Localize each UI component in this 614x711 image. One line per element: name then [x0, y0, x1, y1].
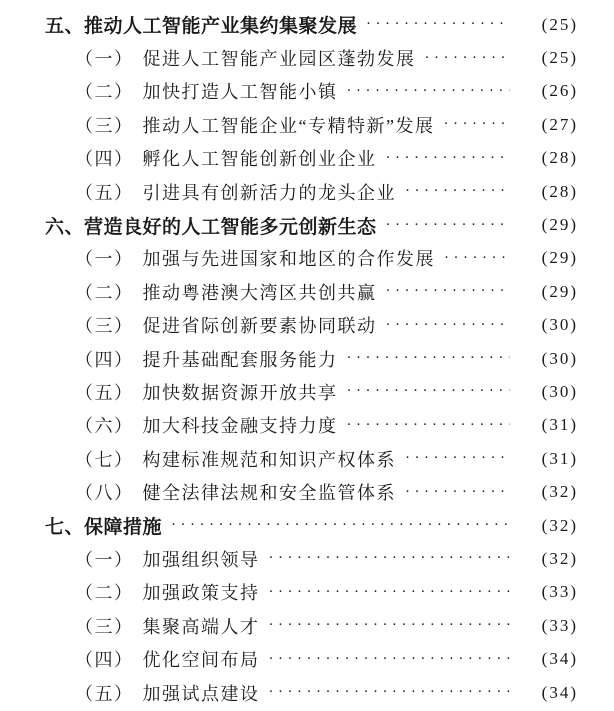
toc-entry-number: （一） — [75, 549, 134, 570]
toc-entry-number: （六） — [75, 416, 134, 437]
toc-row[interactable] — [45, 342, 578, 375]
toc-page-number: (34) — [541, 649, 578, 669]
toc-row[interactable] — [45, 309, 578, 342]
toc-entry-title: 优化空间布局 — [142, 650, 260, 671]
toc-row[interactable] — [45, 576, 578, 609]
toc-entry-title: 健全法律法规和安全监管体系 — [142, 483, 396, 504]
toc-row[interactable] — [45, 375, 578, 408]
toc-row[interactable] — [45, 642, 578, 675]
toc-row[interactable] — [45, 676, 578, 709]
dot-leader — [347, 351, 511, 366]
toc-entry-title: 引进具有创新活力的龙头企业 — [142, 182, 396, 203]
toc-entry-title: 加强与先进国家和地区的合作发展 — [142, 249, 435, 270]
toc-entry-number: （八） — [75, 483, 134, 504]
toc-page-number: (25) — [541, 14, 578, 34]
toc-page-number: (32) — [541, 515, 578, 535]
toc-entry-title: 加强政策支持 — [142, 583, 260, 604]
toc-entry-number: （四） — [75, 349, 134, 370]
toc-page-number: (31) — [541, 448, 578, 468]
toc-entry-number: （一） — [75, 49, 134, 70]
toc-row[interactable] — [45, 108, 578, 141]
toc-entry-title: 加强组织领导 — [142, 549, 260, 570]
toc-page-number: (26) — [541, 81, 578, 101]
dot-leader — [444, 251, 510, 266]
toc-row[interactable] — [45, 609, 578, 642]
toc-row[interactable] — [45, 41, 578, 74]
toc-entry-number: （五） — [75, 683, 134, 704]
toc-entry-title: 孵化人工智能创新创业企业 — [142, 149, 377, 170]
toc-entry-number: （二） — [75, 583, 134, 604]
dot-leader — [347, 418, 511, 433]
toc-entry-title: 推动人工智能企业“专精特新”发展 — [142, 115, 435, 136]
dot-leader — [405, 485, 510, 500]
toc-page-number: (29) — [541, 248, 578, 268]
toc-page-number: (30) — [541, 315, 578, 335]
toc-row[interactable] — [45, 509, 578, 542]
toc-entry-number: （五） — [75, 182, 134, 203]
dot-leader — [269, 618, 511, 633]
dot-leader — [366, 17, 510, 32]
toc-entry-number: （二） — [75, 82, 134, 103]
toc-entry-number: （二） — [75, 282, 134, 303]
toc-entry-title: 提升基础配套服务能力 — [142, 349, 338, 370]
dot-leader — [347, 84, 511, 99]
toc-row[interactable] — [45, 8, 578, 41]
dot-leader — [425, 51, 511, 66]
toc-page-number: (29) — [541, 281, 578, 301]
toc-entry-number: （一） — [75, 249, 134, 270]
toc-entry-number: （七） — [75, 449, 134, 470]
toc-entry-number: （四） — [75, 149, 134, 170]
toc-page-number: (25) — [541, 48, 578, 68]
toc-entry-number: 六、 — [45, 216, 85, 238]
dot-leader — [269, 551, 511, 566]
toc-row[interactable] — [45, 542, 578, 575]
dot-leader — [269, 585, 511, 600]
toc-entry-title: 加大科技金融支持力度 — [142, 416, 338, 437]
dot-leader — [269, 652, 511, 667]
toc-entry-number: 五、 — [45, 16, 85, 38]
toc-entry-title: 推动粤港澳大湾区共创共赢 — [142, 282, 377, 303]
toc-page-number: (34) — [541, 682, 578, 702]
toc-entry-title: 加强试点建设 — [142, 683, 260, 704]
toc-row[interactable] — [45, 475, 578, 508]
toc-page-number: (28) — [541, 181, 578, 201]
toc-entry-title: 促进人工智能产业园区蓬勃发展 — [142, 49, 416, 70]
toc-page-number: (32) — [541, 548, 578, 568]
toc-entry-title: 推动人工智能产业集约集聚发展 — [84, 16, 358, 38]
dot-leader — [269, 685, 511, 700]
toc-entry-title: 保障措施 — [84, 517, 163, 539]
dot-leader — [386, 218, 510, 233]
toc-page-number: (29) — [541, 215, 578, 235]
toc-row[interactable] — [45, 142, 578, 175]
toc-page-number: (28) — [541, 148, 578, 168]
dot-leader — [171, 518, 510, 533]
dot-leader — [405, 451, 510, 466]
toc-row[interactable] — [45, 242, 578, 275]
toc-row[interactable] — [45, 275, 578, 308]
toc-entry-title: 营造良好的人工智能多元创新生态 — [84, 216, 377, 238]
toc-row[interactable] — [45, 409, 578, 442]
toc-page-number: (33) — [541, 582, 578, 602]
dot-leader — [386, 318, 511, 333]
toc-page-number: (31) — [541, 415, 578, 435]
toc-entry-title: 构建标准规范和知识产权体系 — [142, 449, 396, 470]
dot-leader — [405, 184, 510, 199]
toc-page-number: (30) — [541, 381, 578, 401]
toc-row[interactable] — [45, 175, 578, 208]
dot-leader — [347, 384, 511, 399]
toc-entry-number: （三） — [75, 316, 134, 337]
toc-row[interactable] — [45, 208, 578, 241]
toc-entry-number: （五） — [75, 382, 134, 403]
toc-entry-title: 加快数据资源开放共享 — [142, 382, 338, 403]
toc-page-number: (30) — [541, 348, 578, 368]
dot-leader — [386, 151, 511, 166]
dot-leader — [443, 117, 510, 132]
toc-row[interactable] — [45, 442, 578, 475]
toc-row[interactable] — [45, 75, 578, 108]
toc-entry-number: （三） — [75, 616, 134, 637]
toc-list — [45, 8, 578, 709]
toc-page-number: (32) — [541, 482, 578, 502]
toc-entry-title: 集聚高端人才 — [142, 616, 260, 637]
toc-page-number: (33) — [541, 615, 578, 635]
dot-leader — [386, 284, 511, 299]
toc-entry-number: （四） — [75, 650, 134, 671]
toc-page-number: (27) — [541, 114, 578, 134]
toc-entry-title: 加快打造人工智能小镇 — [142, 82, 338, 103]
toc-entry-number: 七、 — [45, 517, 85, 539]
toc-entry-number: （三） — [75, 115, 134, 136]
toc-entry-title: 促进省际创新要素协同联动 — [142, 316, 377, 337]
